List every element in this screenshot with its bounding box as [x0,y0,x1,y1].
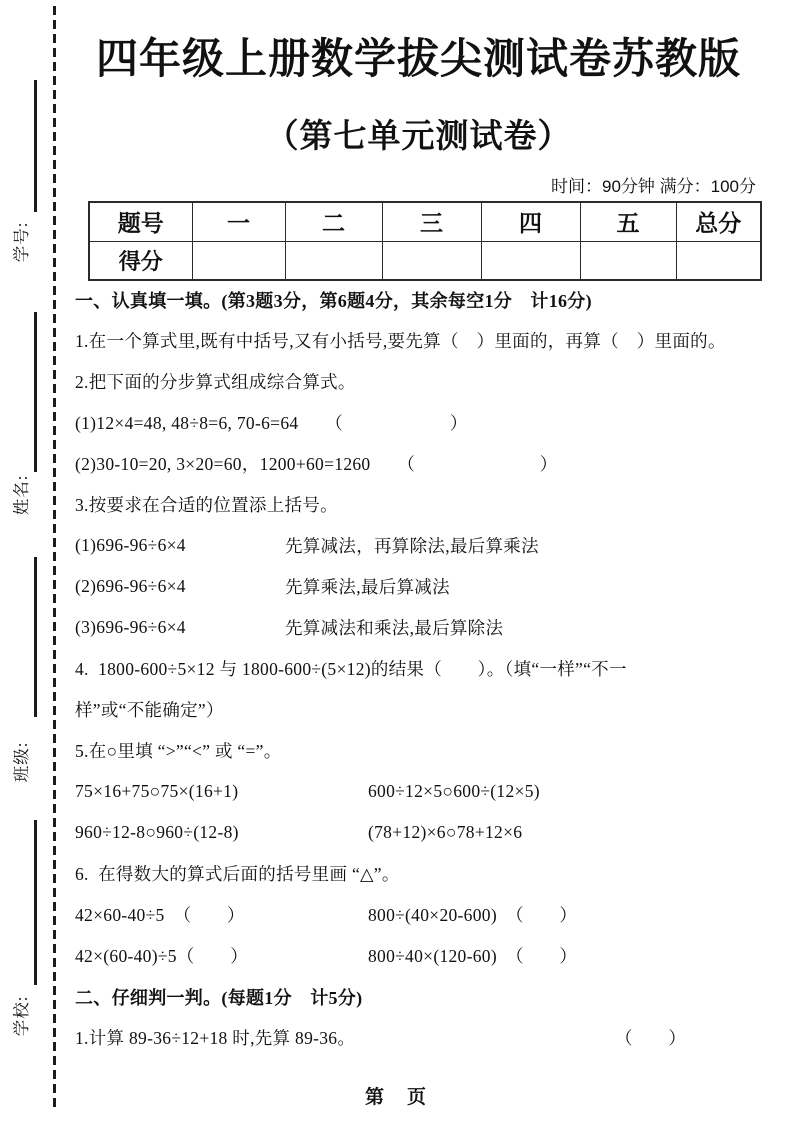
expression-with-blank: 42×(60-40)÷5（ ） [75,946,249,966]
question-6: 6. 在得数大的算式后面的括号里画 “△”。 [75,864,400,884]
seal-dashed-line [53,6,56,1112]
comparison-expression: 960÷12-8○960÷(12-8) [75,822,239,842]
expression: (2)696-96÷6×4 [75,576,186,596]
question-area [75,279,765,1058]
question-4-line-1: 4. 1800-600÷5×12 与 1800-600÷(5×12)的结果（ ）。（填“一样”“不一 [75,659,627,679]
score-table-header: 四 [481,202,580,241]
page-title: 四年级上册数学拔尖测试卷苏教版 [95,35,741,82]
question-2-item-2: (2)30-10=20, 3×20=60，1200+60=1260 （ ） [75,454,558,474]
name-label: 姓名: [12,474,31,516]
student-id-write-line [34,80,37,212]
question-6-row-1 [75,894,765,935]
score-cell [285,241,382,280]
expression-with-blank: 800÷(40×20-600) （ ） [368,905,578,925]
school-label: 学校: [12,995,31,1037]
expression: (3)696-96÷6×4 [75,617,186,637]
judge-statement: 1.计算 89-36÷12+18 时,先算 89-36。 [75,1028,356,1048]
page-content [75,0,762,281]
question-3-item-1 [75,525,765,566]
question-6-row-2 [75,935,765,976]
question-1: 1.在一个算式里,既有中括号,又有小括号,要先算（ ）里面的，再算（ ）里面的。 [75,331,726,351]
expression-with-blank: 42×60-40÷5 （ ） [75,905,245,925]
comparison-expression: 75×16+75○75×(16+1) [75,781,239,801]
question-5-row-1 [75,771,765,812]
section-2-question-1 [75,1017,765,1058]
section-1-heading: 一、认真填一填。(第3题3分，第6题4分，其余每空1分 计16分) [75,290,592,311]
school-write-line [34,820,37,985]
score-table-header-row [89,202,761,241]
student-id-label: 学号: [12,221,31,263]
instruction: 先算减法，再算除法,最后算乘法 [285,536,539,556]
expression: (1)696-96÷6×4 [75,535,186,555]
question-2: 2.把下面的分步算式组成综合算式。 [75,372,356,392]
question-5: 5.在○里填 “>”“<” 或 “=”。 [75,741,282,761]
score-cell [676,241,761,280]
page-footer: 第 页 [364,1087,428,1108]
score-cell [481,241,580,280]
score-table-header: 五 [580,202,676,241]
question-3: 3.按要求在合适的位置添上括号。 [75,495,338,515]
name-write-line [34,312,37,472]
score-table-header: 二 [285,202,382,241]
score-table-score-row [89,241,761,280]
score-table-header: 总分 [676,202,761,241]
question-2-item-1: (1)12×4=48, 48÷8=6, 70-6=64 （ ） [75,413,468,433]
score-table-header: 三 [382,202,481,241]
score-table [88,201,762,281]
instruction: 先算乘法,最后算减法 [285,577,450,597]
expression-with-blank: 800÷40×(120-60) （ ） [368,946,578,966]
exam-meta: 时间：90分钟 满分：100分 [551,177,756,196]
class-write-line [34,557,37,717]
score-cell [382,241,481,280]
comparison-expression: 600÷12×5○600÷(12×5) [368,781,540,801]
question-5-row-2 [75,812,765,853]
score-cell [192,241,285,280]
score-cell [580,241,676,280]
score-table-header: 一 [192,202,285,241]
page-subtitle: （第七单元测试卷） [265,117,572,154]
answer-blank: （ ） [615,1028,687,1048]
question-3-item-2 [75,566,765,607]
section-2-heading: 二、仔细判一判。(每题1分 计5分) [75,987,363,1008]
class-label: 班级: [12,741,31,783]
comparison-expression: (78+12)×6○78+12×6 [368,822,523,842]
score-table-header: 题号 [89,202,192,241]
instruction: 先算减法和乘法,最后算除法 [285,618,504,638]
question-3-item-3 [75,607,765,648]
question-4-line-2: 样”或“不能确定”） [75,700,224,720]
score-row-label: 得分 [89,241,192,280]
